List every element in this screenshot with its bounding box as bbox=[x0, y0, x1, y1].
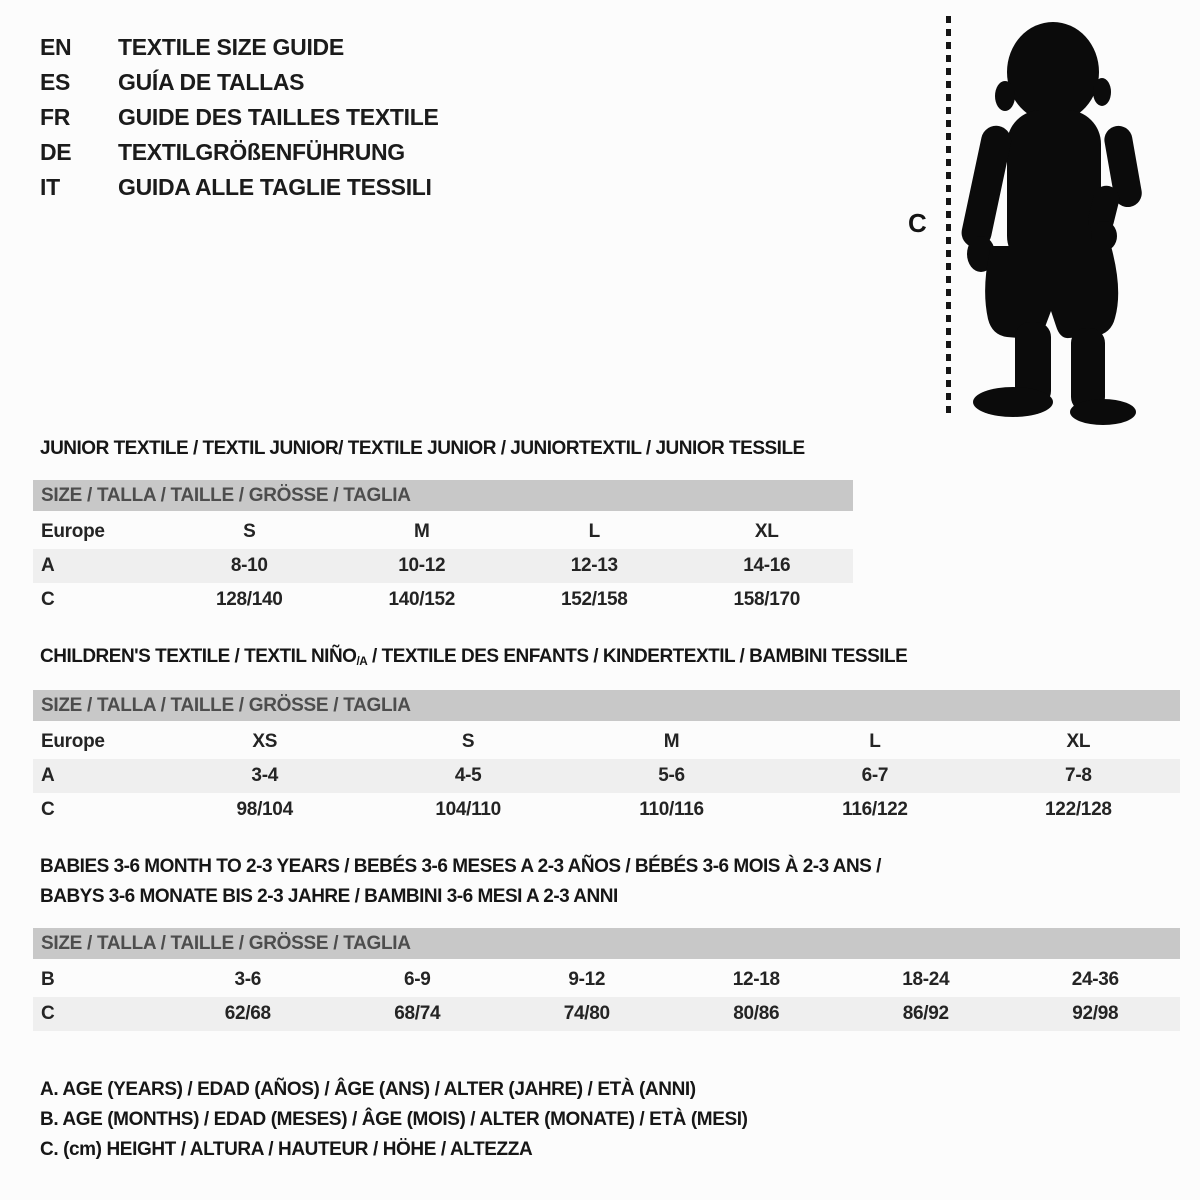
table-cell: 9-12 bbox=[568, 969, 606, 990]
babies-title-line-2: BABYS 3-6 MONATE BIS 2-3 JAHRE / BAMBINI 3-6 MESI A 2-3 ANNI bbox=[40, 886, 618, 907]
table-cell: 74/80 bbox=[563, 1003, 610, 1024]
language-label: GUÍA DE TALLAS bbox=[118, 69, 305, 95]
language-row bbox=[40, 30, 439, 65]
table-cell: 4-5 bbox=[454, 765, 482, 786]
language-label: TEXTILGRÖßENFÜHRUNG bbox=[118, 139, 405, 165]
table-cell: 152/158 bbox=[560, 589, 628, 610]
children-size-table bbox=[33, 690, 1180, 827]
table-cell: 116/122 bbox=[842, 799, 908, 820]
table-cell: 3-4 bbox=[251, 765, 278, 786]
table-cell: 7-8 bbox=[1065, 765, 1092, 786]
size-table-header: SIZE / TALLA / TAILLE / GRÖSSE / TAGLIA bbox=[33, 480, 853, 511]
table-row bbox=[33, 583, 853, 617]
table-cell: M bbox=[663, 731, 680, 752]
gender-subscript: /A bbox=[356, 655, 368, 669]
table-row bbox=[33, 963, 1180, 997]
table-row bbox=[33, 997, 1180, 1031]
section-children bbox=[33, 645, 1180, 827]
table-cell: 6-7 bbox=[861, 765, 889, 786]
row-label: C bbox=[41, 1003, 55, 1024]
table-cell: 18-24 bbox=[902, 969, 950, 990]
table-cell: 92/98 bbox=[1072, 1003, 1119, 1024]
children-title-text: CHILDREN'S TEXTILE / TEXTIL NIÑO bbox=[40, 646, 357, 667]
table-cell: 6-9 bbox=[403, 969, 431, 990]
table-cell: 12-18 bbox=[732, 969, 780, 990]
language-code: EN bbox=[40, 34, 72, 60]
table-row bbox=[33, 793, 1180, 827]
table-cell: S bbox=[461, 731, 475, 752]
legend-line-c: C. (cm) HEIGHT / ALTURA / HAUTEUR / HÖHE / ALTEZZA bbox=[40, 1139, 533, 1160]
table-cell: 98/104 bbox=[236, 799, 293, 820]
table-cell: 68/74 bbox=[394, 1003, 441, 1024]
junior-section-title: JUNIOR TEXTILE / TEXTIL JUNIOR/ TEXTILE JUNIOR / JUNIORTEXTIL / JUNIOR TESSILE bbox=[40, 438, 805, 459]
table-cell: 86/92 bbox=[902, 1003, 949, 1024]
size-table-header: SIZE / TALLA / TAILLE / GRÖSSE / TAGLIA bbox=[33, 690, 1180, 721]
language-label: GUIDE DES TAILLES TEXTILE bbox=[118, 104, 439, 130]
table-cell: XL bbox=[1066, 731, 1091, 752]
table-cell: 14-16 bbox=[743, 555, 791, 576]
table-cell: 80/86 bbox=[733, 1003, 780, 1024]
row-label: C bbox=[41, 799, 55, 820]
table-cell: M bbox=[413, 521, 430, 542]
row-label: B bbox=[41, 969, 55, 990]
legend-line-a: A. AGE (YEARS) / EDAD (AÑOS) / ÂGE (ANS) / ALTER (JAHRE) / ETÀ (ANNI) bbox=[40, 1079, 696, 1100]
row-label: Europe bbox=[41, 731, 105, 752]
table-cell: 158/170 bbox=[733, 589, 801, 610]
row-label: A bbox=[41, 555, 55, 576]
language-code: FR bbox=[40, 104, 71, 130]
row-label: Europe bbox=[41, 521, 105, 542]
size-table-header: SIZE / TALLA / TAILLE / GRÖSSE / TAGLIA bbox=[33, 928, 1180, 959]
table-cell: 140/152 bbox=[388, 589, 456, 610]
language-list bbox=[40, 30, 439, 205]
table-cell: 104/110 bbox=[435, 799, 501, 820]
table-cell: 24-36 bbox=[1071, 969, 1119, 990]
legend bbox=[40, 1075, 748, 1165]
babies-size-table bbox=[33, 928, 1180, 1031]
table-cell: 5-6 bbox=[658, 765, 685, 786]
language-row bbox=[40, 135, 439, 170]
table-cell: 3-6 bbox=[234, 969, 262, 990]
babies-section-title bbox=[33, 852, 1180, 912]
table-row bbox=[33, 759, 1180, 793]
baby-head bbox=[1007, 22, 1099, 122]
table-row bbox=[33, 515, 853, 549]
table-cell: XS bbox=[252, 731, 278, 752]
table-cell: 110/116 bbox=[639, 799, 704, 820]
language-row bbox=[40, 170, 439, 205]
babies-title-line-1: BABIES 3-6 MONTH TO 2-3 YEARS / BEBÉS 3-6 MESES A 2-3 AÑOS / BÉBÉS 3-6 MOIS À 2-3 ANS / bbox=[40, 856, 881, 877]
table-cell: L bbox=[869, 731, 881, 752]
height-label: C bbox=[908, 208, 927, 238]
language-label: GUIDA ALLE TAGLIE TESSILI bbox=[118, 174, 432, 200]
legend-line-b: B. AGE (MONTHS) / EDAD (MESES) / ÂGE (MOIS) / ALTER (MONATE) / ETÀ (MESI) bbox=[40, 1109, 748, 1130]
row-label: A bbox=[41, 765, 55, 786]
section-junior bbox=[33, 437, 853, 617]
table-cell: 62/68 bbox=[224, 1003, 271, 1024]
row-label: C bbox=[41, 589, 55, 610]
table-cell: 128/140 bbox=[215, 589, 283, 610]
table-cell: L bbox=[588, 521, 600, 542]
table-cell: 10-12 bbox=[398, 555, 446, 576]
language-code: ES bbox=[40, 69, 71, 95]
junior-size-table bbox=[33, 480, 853, 617]
table-cell: S bbox=[243, 521, 256, 542]
table-cell: 8-10 bbox=[230, 555, 268, 576]
language-code: IT bbox=[40, 174, 60, 200]
table-cell: XL bbox=[754, 521, 779, 542]
language-row bbox=[40, 65, 439, 100]
table-row bbox=[33, 725, 1180, 759]
height-measure-line bbox=[946, 16, 951, 416]
language-label: TEXTILE SIZE GUIDE bbox=[118, 34, 344, 60]
language-code: DE bbox=[40, 139, 72, 165]
language-row bbox=[40, 100, 439, 135]
children-title-text: / TEXTILE DES ENFANTS / KINDERTEXTIL / BAMBINI TESSILE bbox=[367, 646, 908, 667]
table-row bbox=[33, 549, 853, 583]
toddler-silhouette-icon bbox=[955, 14, 1147, 426]
children-section-title bbox=[40, 645, 1180, 670]
section-babies bbox=[33, 852, 1180, 1031]
table-cell: 122/128 bbox=[1045, 799, 1112, 820]
table-cell: 12-13 bbox=[570, 555, 618, 576]
